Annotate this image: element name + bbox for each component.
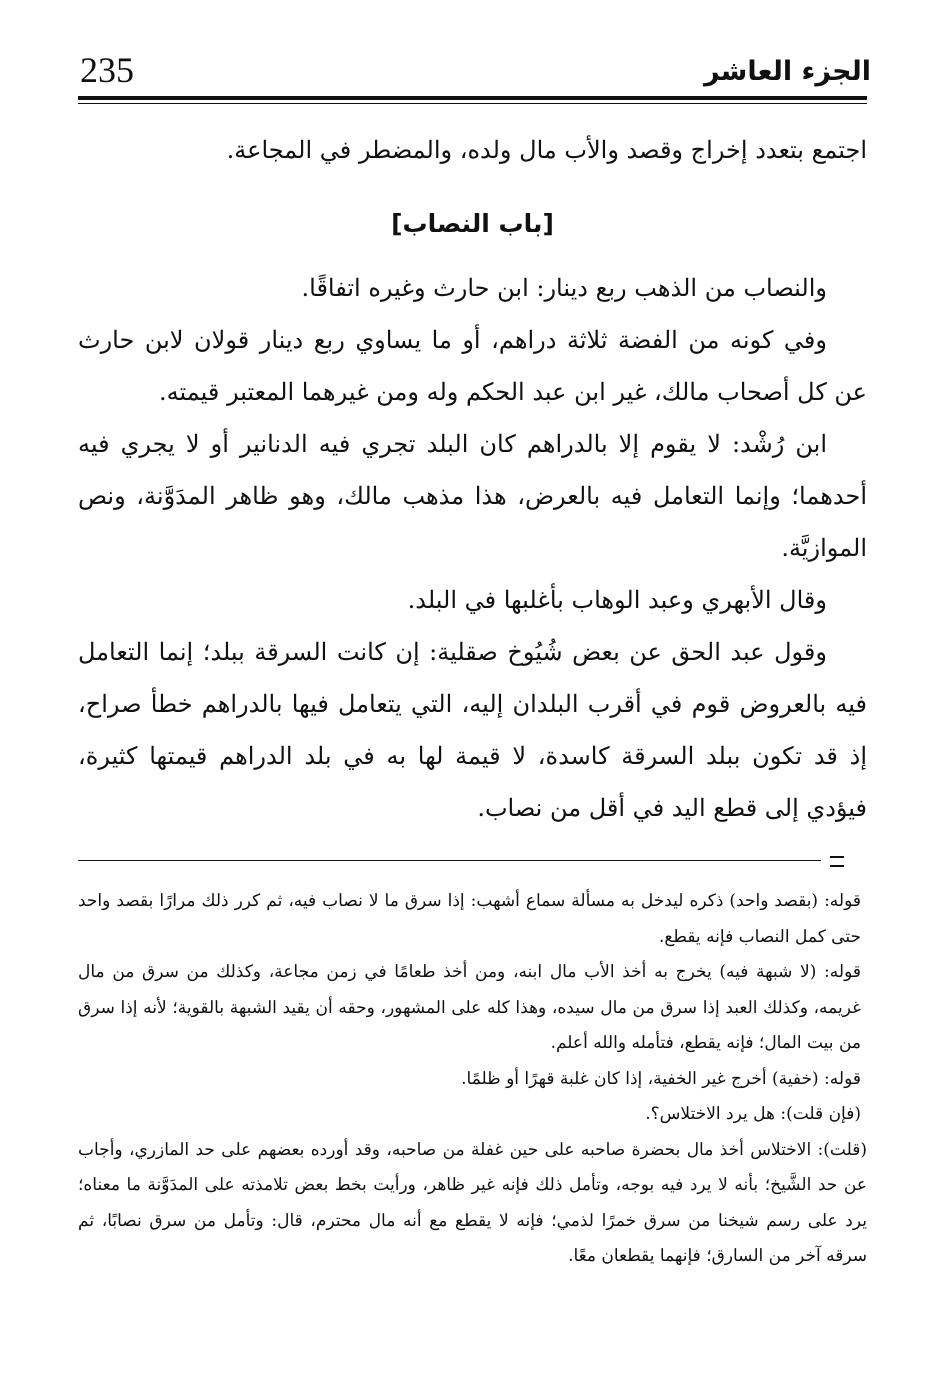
- footnote-separator-line: [78, 860, 821, 861]
- header-rule-thick: [78, 96, 867, 100]
- footnotes: [78, 884, 867, 1275]
- footnote: قوله: (خفية) أخرج غير الخفية، إذا كان غلبة قهرًا أو ظلمًا.: [461, 1068, 861, 1089]
- paragraph: والنصاب من الذهب ربع دينار: ابن حارث وغيره اتفاقًا.: [301, 274, 827, 302]
- running-title: الجزء العاشر: [704, 56, 871, 87]
- paragraph: وفي كونه من الفضة ثلاثة دراهم، أو ما يساوي ربع دينار قولان لابن حارث عن كل أصحاب مالك، غير ابن عبد الحكم وله ومن غيرهما المعتبر قيمته.: [78, 326, 867, 406]
- continuation-mark: [830, 856, 844, 867]
- main-text: [78, 124, 867, 834]
- paragraph: ابن رُشْد: لا يقوم إلا بالدراهم كان البلد تجري فيه الدنانير أو لا يجري فيه أحدهما؛ وإنما التعامل فيه بالعرض، هذا مذهب مالك، وهو ظاهر المدَوَّنة، ونص الموازيَّة.: [78, 430, 867, 562]
- paragraph: وقال الأبهري وعبد الوهاب بأغلبها في البلد.: [407, 586, 827, 614]
- paragraph-continuation: اجتمع بتعدد إخراج وقصد والأب مال ولده، والمضطر في المجاعة.: [226, 136, 867, 164]
- paragraph: وقول عبد الحق عن بعض شُيُوخ صقلية: إن كانت السرقة ببلد؛ إنما التعامل فيه بالعروض قوم في أقرب البلدان إليه، التي يتعامل فيها بالدراهم خطأ صراح، إذ قد تكون ببلد السرقة كاسدة، لا قيمة لها به في بلد الدراهم قيمتها كثيرة، فيؤدي إلى قطع اليد في أقل من نصاب.: [78, 638, 867, 822]
- page-number: 235: [80, 50, 134, 90]
- header-rule-thin: [78, 103, 867, 104]
- footnote: قوله: (لا شبهة فيه) يخرج به أخذ الأب مال ابنه، ومن أخذ طعامًا في زمن مجاعة، وكذلك من سرق من مال غريمه، وكذلك العبد إذا سرق من مال سيده، وهذا كله على المشهور، وحقه أن يقيد الشبهة بالقوية؛ لأنه إذا سرق من بيت المال؛ فإنه يقطع، فتأمله والله أعلم.: [78, 962, 861, 1053]
- section-heading: [باب النصاب]: [391, 209, 554, 238]
- footnote-separator: [78, 856, 867, 870]
- footnote: قوله: (بقصد واحد) ذكره ليدخل به مسألة سماع أشهب: إذا سرق ما لا نصاب فيه، ثم كرر ذلك مرارًا بقصد واحد حتى كمل النصاب فإنه يقطع.: [78, 891, 861, 947]
- footnote: (قلت): الاختلاس أخذ مال بحضرة صاحبه على حين غفلة من صاحبه، وقد أورده بعضهم على حد المازري، وأجاب عن حد الشَّيخ؛ بأنه لا يرد فيه بوجه، وتأمل ذلك فإنه غير ظاهر، ورأيت بخط بعض تلامذته على المدَوَّنة ما معناه؛ يرد على رسم شيخنا من سرق خمرًا لذمي؛ فإنه لا يقطع مع أنه مال محترم، قال: وتأمل من سرق نصابًا، ثم سرقه آخر من السارق؛ فإنهما يقطعان معًا.: [78, 1139, 867, 1266]
- footnote: (فإن قلت): هل يرد الاختلاس؟.: [645, 1104, 861, 1124]
